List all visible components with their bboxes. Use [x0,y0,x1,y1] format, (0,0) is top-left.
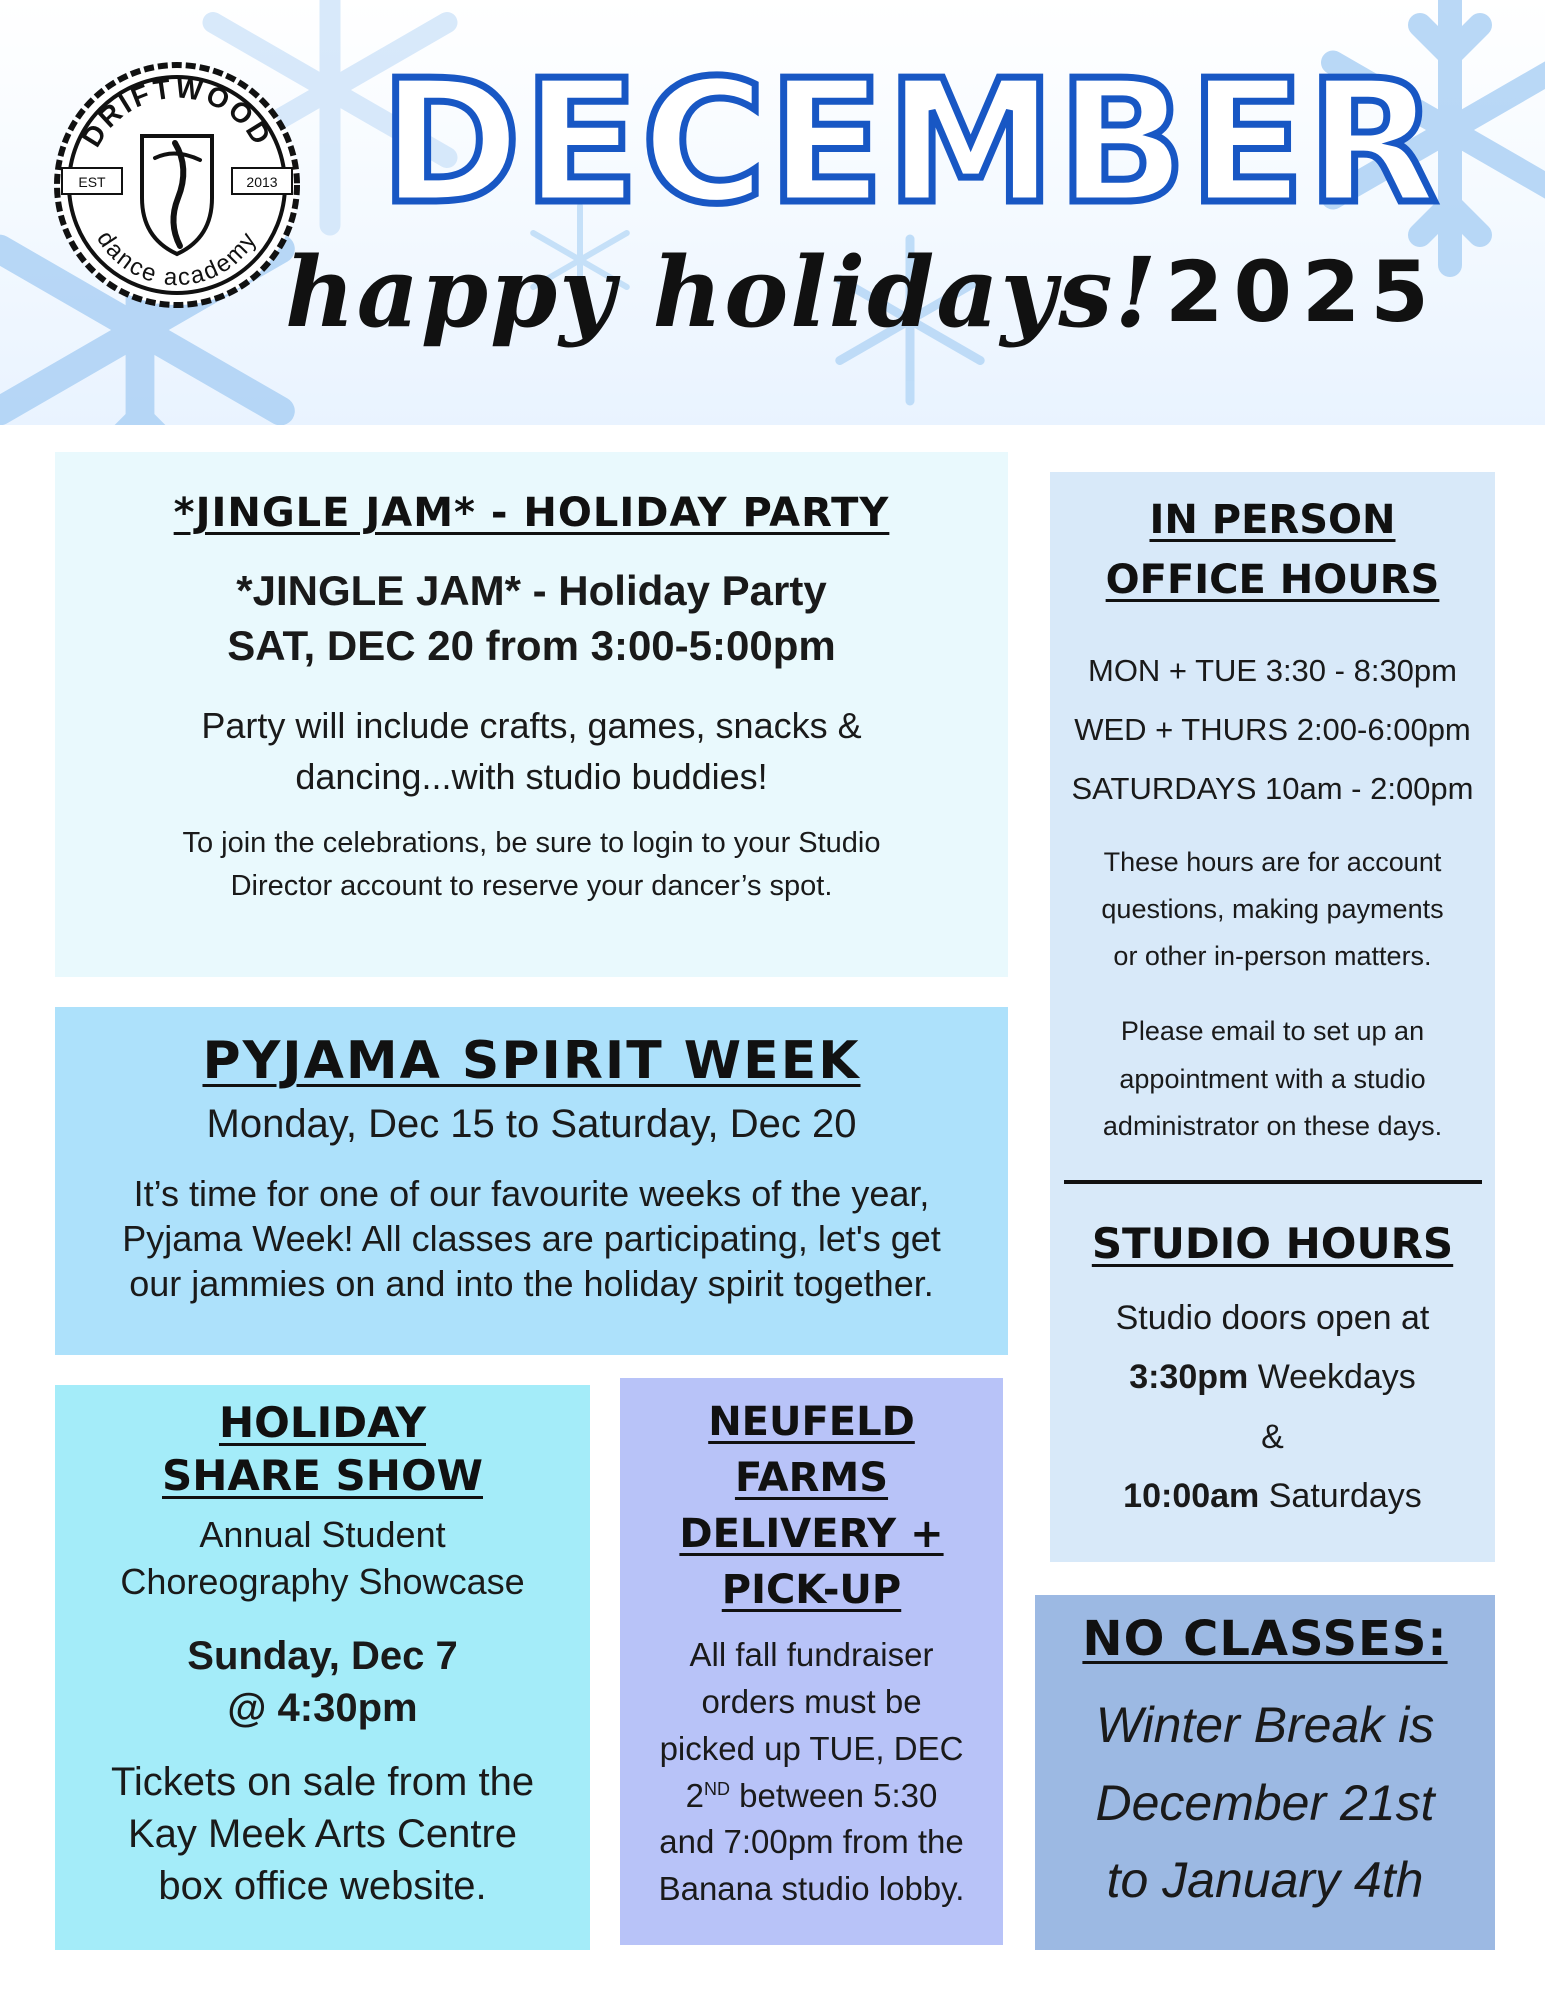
share-heading-2: SHARE SHOW [162,1450,483,1500]
office-divider [1064,1180,1482,1184]
svg-text:2013: 2013 [246,174,278,190]
pyjama-week-panel [55,1007,1008,1355]
year-title: 2025 [1165,243,1439,341]
share-tix-3: box office website. [158,1863,487,1908]
svg-text:dance academy: dance academy [91,226,263,292]
studio-hours-heading: STUDIO HOURS [1091,1219,1454,1269]
neufeld-time: between 5:30 [730,1776,938,1814]
jingle-title: *JINGLE JAM* - Holiday Party [236,567,827,614]
neufeld-line-3: picked up TUE, DEC [659,1729,964,1767]
share-tix-2: Kay Meek Arts Centre [127,1811,518,1856]
office-email-1: Please email to set up an [1120,1016,1425,1047]
office-email-2: appointment with a studio [1119,1063,1426,1094]
studio-weekday-time: 3:30pm [1129,1358,1249,1397]
office-hours-wed: WED + THURS 2:00-6:00pm [1074,711,1471,747]
driftwood-logo [50,58,304,312]
neufeld-line-4 [620,1773,1003,1820]
share-heading-1: HOLIDAY [218,1398,426,1447]
jingle-jam-panel [55,452,1008,977]
jingle-heading: *JINGLE JAM* - HOLIDAY PARTY [173,490,890,536]
neufeld-heading-1: NEUFELD [708,1399,915,1445]
office-note-2: questions, making payments [1101,893,1444,924]
studio-line-1: Studio doors open at [1115,1298,1430,1337]
greeting-title: happy holidays! [285,236,1159,349]
share-sub-1: Annual Student [199,1514,446,1555]
pyjama-heading: PYJAMA SPIRIT WEEK [202,1031,861,1091]
jingle-note-1: To join the celebrations, be sure to login to your Studio [182,826,881,859]
studio-line-2 [1050,1348,1495,1408]
share-date-1: Sunday, Dec 7 [187,1633,458,1678]
share-sub-2: Choreography Showcase [120,1560,525,1602]
neufeld-line-2: orders must be [701,1682,922,1720]
pyjama-body-1: It’s time for one of our favourite weeks of the year, [133,1173,930,1214]
studio-saturday-time: 10:00am [1123,1477,1260,1516]
jingle-date: SAT, DEC 20 from 3:00-5:00pm [227,621,836,669]
header-banner [0,0,1545,425]
svg-text:DRIFTWOOD: DRIFTWOOD [75,72,279,153]
jingle-desc-2: dancing...with studio buddies! [295,755,768,797]
no-classes-line-3: to January 4th [1106,1852,1424,1908]
no-classes-line-2: December 21st [1095,1774,1435,1831]
month-title: DECEMBER [380,44,1440,242]
office-hours-mon: MON + TUE 3:30 - 8:30pm [1088,653,1457,688]
studio-weekday-label: Weekdays [1248,1358,1416,1397]
neufeld-farms-panel [620,1378,1003,1945]
share-show-panel [55,1385,590,1950]
studio-line-4 [1050,1467,1495,1527]
pyjama-body-2: Pyjama Week! All classes are participating, let's get [122,1218,941,1259]
no-classes-line-1: Winter Break is [1095,1697,1435,1753]
jingle-desc-1: Party will include crafts, games, snacks & [201,705,862,747]
neufeld-day: 2 [685,1776,704,1814]
office-note-3: or other in-person matters. [1113,941,1432,972]
neufeld-heading-2: FARMS [734,1455,889,1501]
office-heading-2: OFFICE HOURS [1105,557,1440,603]
neufeld-line-6: Banana studio lobby. [658,1870,965,1908]
jingle-note-2: Director account to reserve your dancer’s spot. [230,870,833,903]
studio-saturday-label: Saturdays [1259,1477,1422,1516]
office-hours-panel [1050,472,1495,1562]
neufeld-line-1: All fall fundraiser [689,1636,934,1673]
neufeld-heading-4: PICK-UP [721,1567,902,1613]
office-email-3: administrator on these days. [1102,1110,1443,1141]
pyjama-dates: Monday, Dec 15 to Saturday, Dec 20 [206,1102,857,1146]
neufeld-line-5: and 7:00pm from the [659,1823,964,1861]
no-classes-panel [1035,1595,1495,1950]
office-note-1: These hours are for account [1103,846,1442,877]
pyjama-body-3: our jammies on and into the holiday spirit together. [129,1263,934,1304]
neufeld-day-suffix: ND [704,1778,730,1799]
share-date-2: @ 4:30pm [227,1685,418,1730]
no-classes-heading: NO CLASSES: [1082,1611,1448,1667]
svg-text:EST: EST [78,174,106,190]
share-tix-1: Tickets on sale from the [110,1759,535,1804]
office-hours-sat: SATURDAYS 10am - 2:00pm [1071,770,1474,806]
neufeld-heading-3: DELIVERY + [679,1511,944,1557]
studio-line-3: & [1261,1417,1284,1456]
office-heading-1: IN PERSON [1149,497,1396,543]
